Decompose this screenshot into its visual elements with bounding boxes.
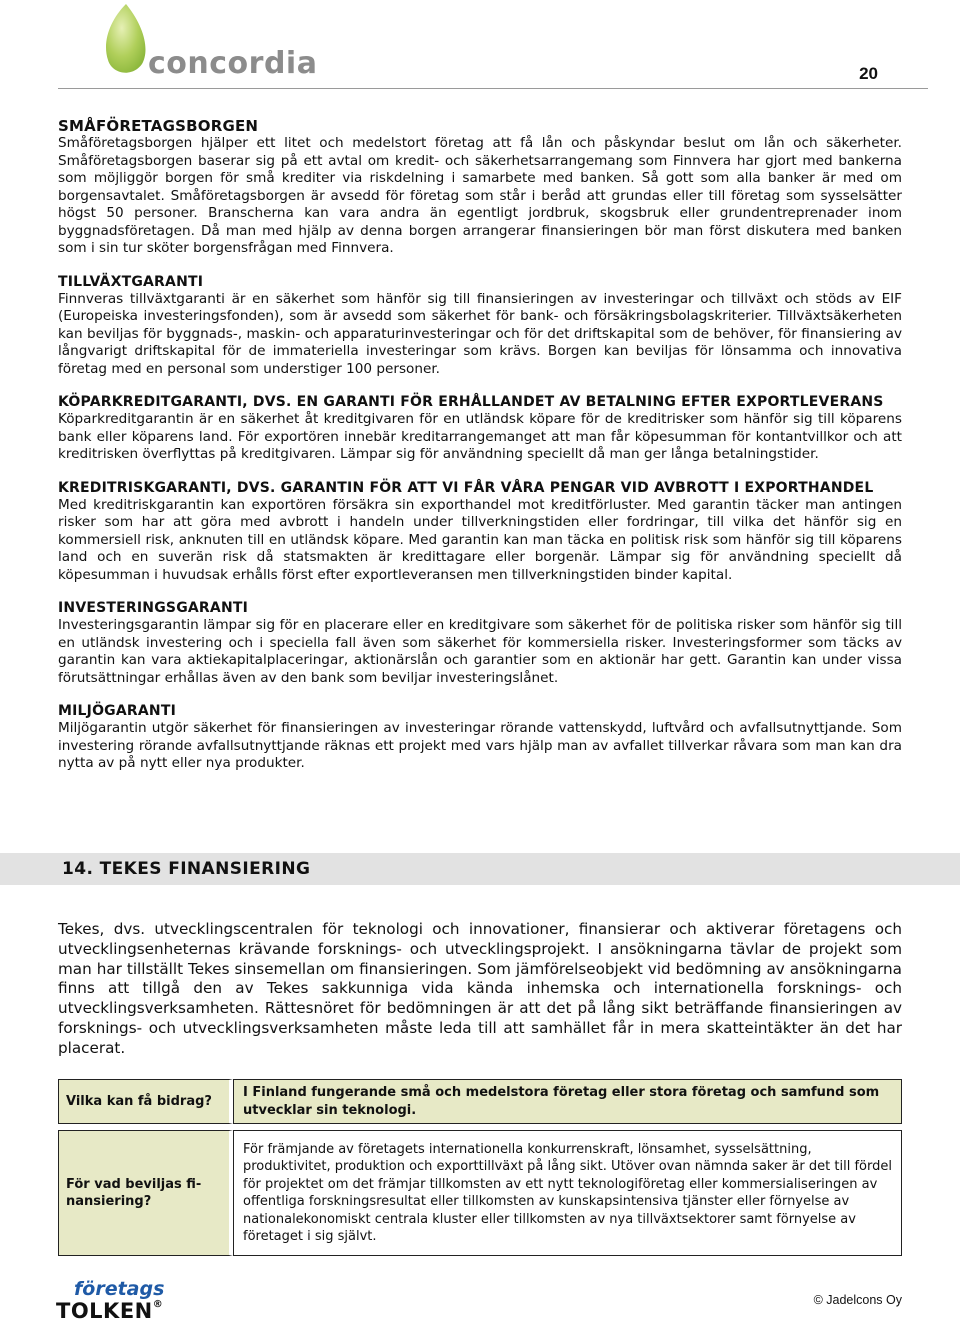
concordia-wordmark: concordia — [148, 46, 318, 81]
section-title: MILJÖGARANTI — [58, 703, 176, 719]
section-body: Miljögarantin utgör säkerhet för finansieringen av investeringar rörande vattenskydd, luftvård och avfallsutnyttjande. Som investering rörande avfallsutnyttjande räknas ett projekt med vars hjälp man av avfallet tillverkar råvara som man kan dra nytta av på nytt eller nya produkter. — [58, 720, 902, 771]
section-tillvaxtgaranti — [58, 274, 902, 379]
section-miljogaranti — [58, 703, 902, 773]
section-body: Investeringsgarantin lämpar sig för en placerare eller en kreditgivare som säkerhet för de politiska risker som hänför sig till en utländsk investering och i speciella fall även som säkerhet för kommersiella risker. Investeringsformer som täcks av garantin kan vara aktiekapitalplaceringar, aktionärslån och garantier som en aktionär har gett. Garantin kan under vissa förutsättningar erhållas även av den bank som beviljar investeringslånet. — [58, 617, 902, 686]
section-title: KÖPARKREDITGARANTI, DVS. EN GARANTI FÖR ERHÅLLANDET AV BETALNING EFTER EXPORTLEVERANS — [58, 394, 884, 410]
section-body: Småföretagsborgen hjälper ett litet och medelstort företag att få lån och påskyndar beslut om lån och säkerheter. Småföretagsborgen baserar sig på ett avtal om kredit- och säkerhetsarrangemang som Finnvera har gjort med bankerna som möjliggör borgen för små krediter via riskdelning i samarbete med banken. Så gott som alla banker är med om borgensavtalet. Småföretagsborgen är avsedd för företag som står i beråd att grundas eller till företag som sysselsätter högst 50 personer. Branscherna kan vara andra än egentligt jordbruk, skogsbruk eller grundentreprenader inom byggnadsföretagen. Då man med hjälp av denna borgen arrangerar finansieringen bör man först diskutera med banken som i sin tur sköter borgensfrågan med Finnvera. — [58, 135, 902, 256]
foretagstolken-logo-top: företags — [74, 1278, 165, 1300]
table-value-cell: I Finland fungerande små och medelstora företag eller stora företag och samfund som utvecklar sin teknologi. — [233, 1079, 902, 1124]
tekes-info-table — [58, 1079, 902, 1256]
section-smaforetagsborgen — [58, 118, 902, 258]
table-row — [58, 1130, 902, 1256]
chapter-title: 14. TEKES FINANSIERING — [62, 859, 311, 879]
section-title: KREDITRISKGARANTI, DVS. GARANTIN FÖR ATT VI FÅR VÅRA PENGAR VID AVBROTT I EXPORTHANDEL — [58, 479, 874, 496]
table-label-cell: Vilka kan få bidrag? — [58, 1079, 233, 1124]
page-number: 20 — [859, 64, 878, 83]
section-body: Finnveras tillväxtgaranti är en säkerhet som hänför sig till finansieringen av investeringar och tillväxt och stöds av EIF (Europeiska investeringsfonden), som är avsedd som säkerhet för bank- och försäkringsbolagskriterier. Tillväxtsäkerheten kan beviljas för byggnads-, maskin- och apparaturinvesteringar och för det driftskapital som de behöver, för finansiering av långvarigt driftskapital för de immateriella investeringar som krävs. Borgen kan beviljas för lönsamma och innovativa företag med en personal som understiger 100 personer. — [58, 290, 902, 377]
section-title: INVESTERINGSGARANTI — [58, 600, 249, 616]
table-label-cell: För vad beviljas fi-nansiering? — [58, 1130, 233, 1256]
logo-word: TOLKEN — [56, 1299, 153, 1323]
foretagstolken-logo-bottom — [56, 1299, 163, 1323]
guarantee-sections — [58, 118, 902, 789]
chapter-heading-bar — [0, 853, 960, 885]
table-value-cell: För främjande av företagets internationella konkurrenskraft, lönsamhet, sysselsättning, produktivitet, produktion och exporttillväxt på lång sikt. Utöver ovan nämnda saker är det till fördel för projektet om det främjar tillkomsten av ett nytt teknologiföretag eller kommersialiseringen av offentliga forskningsresultat eller tillkomsten av kunskapsintensiva tjänster eller förnyelse av nationalekonomiskt centrala kluster eller tillkomsten av nya tillväxtsektorer samt förnyelse av företaget i sig självt. — [233, 1130, 902, 1256]
section-title: TILLVÄXTGARANTI — [58, 273, 204, 290]
table-row — [58, 1079, 902, 1124]
chapter-body: Tekes, dvs. utvecklingscentralen för teknologi och innovationer, finansierar och aktiverar företagens och utvecklingsenheternas krävande forsknings- och utvecklingsprojekt. I ansökningarna tävlar de projekt som man har tillställt Tekes sinsemellan om finansieringen. Som jämförelseobjekt vid bedömning av ansökningarna finns att tillgå den av Tekes sakkunniga vida kända inhemska och internationella forsknings- och utvecklingsverksamheten. Rättesnöret för bedömningen är att det på lång sikt beträffande finansieringen av forsknings- och utvecklingsverksamheten måste leda till att samhället får in mera skatteintäkter än det har placerat. — [58, 920, 902, 1057]
header-divider — [58, 88, 928, 89]
section-title: SMÅFÖRETAGSBORGEN — [58, 117, 259, 135]
section-investeringsgaranti — [58, 600, 902, 687]
section-body: Med kreditriskgarantin kan exportören försäkra sin exporthandel mot kreditförluster. Med garantin täcker man antingen risker som har att göra med avbrott i handeln under tillverkningstiden eller fordringar, till vilka det hänför sig en kommersiell risk, anknuten till en utländsk köpare. Med garantin kan man täcka en politisk risk som hänför sig till köparens land och en suverän risk då statsmakten är kredittagare eller borgenär. Lämpar sig för användning speciellt då köpesumman i huvudsak erhålls först efter exportleveransen men tillverkningstiden binder kapital. — [58, 496, 902, 583]
section-koparkreditgaranti — [58, 394, 902, 464]
copyright-notice: © Jadelcons Oy — [813, 1293, 902, 1307]
registered-mark: ® — [152, 1299, 164, 1310]
section-body: Köparkreditgarantin är en säkerhet åt kreditgivaren för en utländsk köpare för de kreditrisker som hänför sig till köparens bank eller köparens land. För exportören innebär kreditarrangemanget att man får köpesumman för kontantvillkor och att kreditrisken överflyttas på kreditgivaren. Lämpar sig för användning speciellt då man ger långa betalningstider. — [58, 411, 902, 462]
section-kreditriskgaranti — [58, 480, 902, 585]
